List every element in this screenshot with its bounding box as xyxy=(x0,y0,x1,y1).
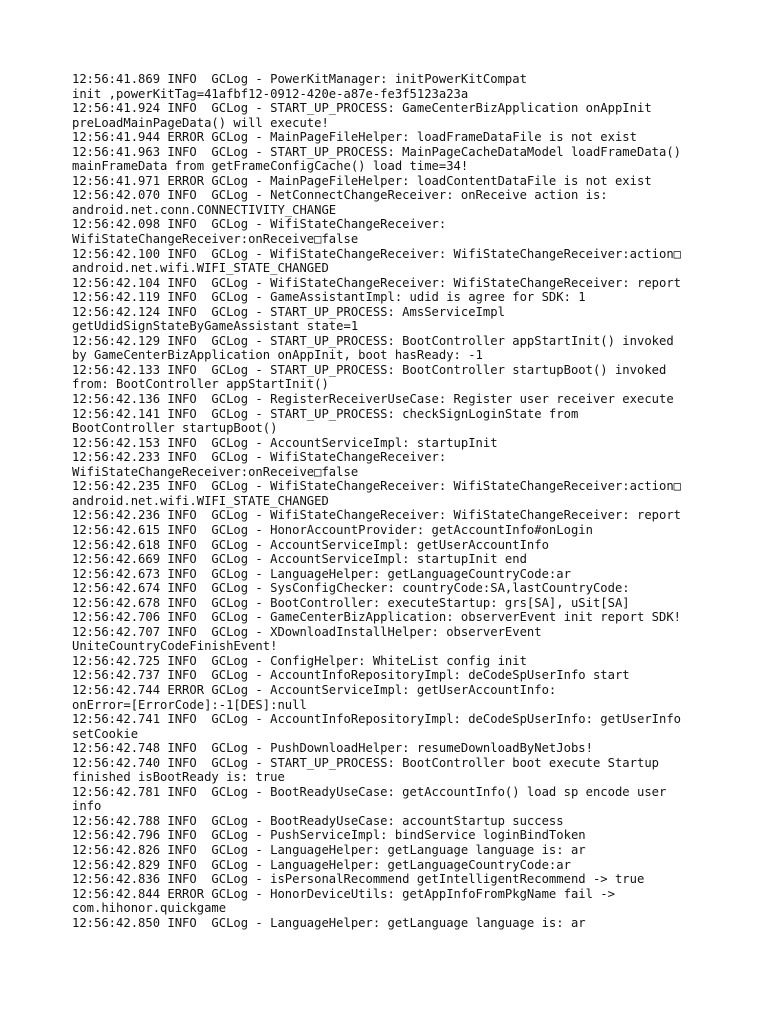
log-line: 12:56:42.744 ERROR GCLog - AccountServiceImpl: getUserAccountInfo: xyxy=(72,682,557,697)
log-line: 12:56:42.235 INFO GCLog - WifiStateChangeReceiver: WifiStateChangeReceiver:action□ xyxy=(72,479,682,494)
log-line: 12:56:42.119 INFO GCLog - GameAssistantImpl: udid is agree for SDK: 1 xyxy=(72,290,586,305)
log-line: 12:56:42.153 INFO GCLog - AccountServiceImpl: startupInit xyxy=(72,435,498,450)
log-line: 12:56:42.836 INFO GCLog - isPersonalRecommend getIntelligentRecommend -> true xyxy=(72,872,645,887)
log-line: WifiStateChangeReceiver:onReceive□false xyxy=(72,232,359,247)
log-line: 12:56:42.233 INFO GCLog - WifiStateChangeReceiver: xyxy=(72,450,447,465)
log-line: 12:56:42.098 INFO GCLog - WifiStateChangeReceiver: xyxy=(72,217,447,232)
log-line: setCookie xyxy=(72,726,139,741)
log-line: 12:56:42.100 INFO GCLog - WifiStateChangeReceiver: WifiStateChangeReceiver:action□ xyxy=(72,246,682,261)
log-line: BootController startupBoot() xyxy=(72,421,278,436)
log-line: init ,powerKitTag=41afbf12-0912-420e-a87e-fe3f5123a23a xyxy=(72,86,469,101)
log-line: 12:56:42.844 ERROR GCLog - HonorDeviceUtils: getAppInfoFromPkgName fail -> xyxy=(72,886,615,901)
log-line: 12:56:42.737 INFO GCLog - AccountInfoRepositoryImpl: deCodeSpUserInfo start xyxy=(72,668,630,683)
log-line: 12:56:42.850 INFO GCLog - LanguageHelper: getLanguage language is: ar xyxy=(72,915,586,930)
log-line: 12:56:42.070 INFO GCLog - NetConnectChangeReceiver: onReceive action is: xyxy=(72,188,608,203)
log-line: 12:56:42.707 INFO GCLog - XDownloadInstallHelper: observerEvent xyxy=(72,624,542,639)
log-line: by GameCenterBizApplication onAppInit, boot hasReady: -1 xyxy=(72,348,483,363)
log-line: 12:56:42.618 INFO GCLog - AccountServiceImpl: getUserAccountInfo xyxy=(72,537,549,552)
log-line: 12:56:42.788 INFO GCLog - BootReadyUseCase: accountStartup success xyxy=(72,813,564,828)
log-line: com.hihonor.quickgame xyxy=(72,901,227,916)
log-line: 12:56:41.924 INFO GCLog - START_UP_PROCESS: GameCenterBizApplication onAppInit xyxy=(72,101,652,116)
log-line: info xyxy=(72,799,102,814)
log-line: 12:56:42.740 INFO GCLog - START_UP_PROCESS: BootController boot execute Startup xyxy=(72,755,659,770)
log-line: onError=[ErrorCode]:-1[DES]:null xyxy=(72,697,307,712)
log-line: 12:56:41.971 ERROR GCLog - MainPageFileHelper: loadContentDataFile is not exist xyxy=(72,173,652,188)
log-line: from: BootController appStartInit() xyxy=(72,377,329,392)
log-line: 12:56:42.615 INFO GCLog - HonorAccountProvider: getAccountInfo#onLogin xyxy=(72,522,593,537)
log-line: 12:56:42.236 INFO GCLog - WifiStateChangeReceiver: WifiStateChangeReceiver: report xyxy=(72,508,682,523)
log-line: 12:56:42.669 INFO GCLog - AccountServiceImpl: startupInit end xyxy=(72,552,527,567)
log-line: WifiStateChangeReceiver:onReceive□false xyxy=(72,464,359,479)
log-line: 12:56:42.741 INFO GCLog - AccountInfoRepositoryImpl: deCodeSpUserInfo: getUserInfo xyxy=(72,712,682,727)
log-line: 12:56:42.725 INFO GCLog - ConfigHelper: WhiteList config init xyxy=(72,653,527,668)
log-line: 12:56:41.963 INFO GCLog - START_UP_PROCESS: MainPageCacheDataModel loadFrameData() xyxy=(72,144,682,159)
log-line: getUdidSignStateByGameAssistant state=1 xyxy=(72,319,359,334)
log-line: 12:56:42.748 INFO GCLog - PushDownloadHelper: resumeDownloadByNetJobs! xyxy=(72,741,593,756)
log-text-block xyxy=(72,72,712,930)
log-line: 12:56:42.141 INFO GCLog - START_UP_PROCESS: checkSignLoginState from xyxy=(72,406,579,421)
log-line: 12:56:42.678 INFO GCLog - BootController: executeStartup: grs[SA], uSit[SA] xyxy=(72,595,630,610)
log-line: 12:56:41.869 INFO GCLog - PowerKitManager: initPowerKitCompat xyxy=(72,72,527,86)
log-line: UniteCountryCodeFinishEvent! xyxy=(72,639,278,654)
log-line: mainFrameData from getFrameConfigCache() load time=34! xyxy=(72,159,469,174)
log-line: 12:56:42.124 INFO GCLog - START_UP_PROCESS: AmsServiceImpl xyxy=(72,304,505,319)
log-line: android.net.wifi.WIFI_STATE_CHANGED xyxy=(72,493,329,508)
log-line: 12:56:42.796 INFO GCLog - PushServiceImpl: bindService loginBindToken xyxy=(72,828,586,843)
log-line: 12:56:42.136 INFO GCLog - RegisterReceiverUseCase: Register user receiver execute xyxy=(72,392,674,407)
log-line: preLoadMainPageData() will execute! xyxy=(72,115,329,130)
log-line: 12:56:42.129 INFO GCLog - START_UP_PROCESS: BootController appStartInit() invoked xyxy=(72,333,674,348)
log-line: 12:56:41.944 ERROR GCLog - MainPageFileHelper: loadFrameDataFile is not exist xyxy=(72,130,637,145)
log-line: 12:56:42.829 INFO GCLog - LanguageHelper: getLanguageCountryCode:ar xyxy=(72,857,571,872)
log-line: finished isBootReady is: true xyxy=(72,770,285,785)
log-line: 12:56:42.673 INFO GCLog - LanguageHelper: getLanguageCountryCode:ar xyxy=(72,566,571,581)
log-line: android.net.wifi.WIFI_STATE_CHANGED xyxy=(72,261,329,276)
log-line: 12:56:42.706 INFO GCLog - GameCenterBizApplication: observerEvent init report SDK! xyxy=(72,610,682,625)
log-line: 12:56:42.826 INFO GCLog - LanguageHelper: getLanguage language is: ar xyxy=(72,842,586,857)
log-line: 12:56:42.104 INFO GCLog - WifiStateChangeReceiver: WifiStateChangeReceiver: report xyxy=(72,275,682,290)
log-line: 12:56:42.674 INFO GCLog - SysConfigChecker: countryCode:SA,lastCountryCode: xyxy=(72,581,630,596)
log-line: 12:56:42.781 INFO GCLog - BootReadyUseCase: getAccountInfo() load sp encode user xyxy=(72,784,667,799)
log-line: android.net.conn.CONNECTIVITY_CHANGE xyxy=(72,202,337,217)
log-line: 12:56:42.133 INFO GCLog - START_UP_PROCESS: BootController startupBoot() invoked xyxy=(72,362,667,377)
